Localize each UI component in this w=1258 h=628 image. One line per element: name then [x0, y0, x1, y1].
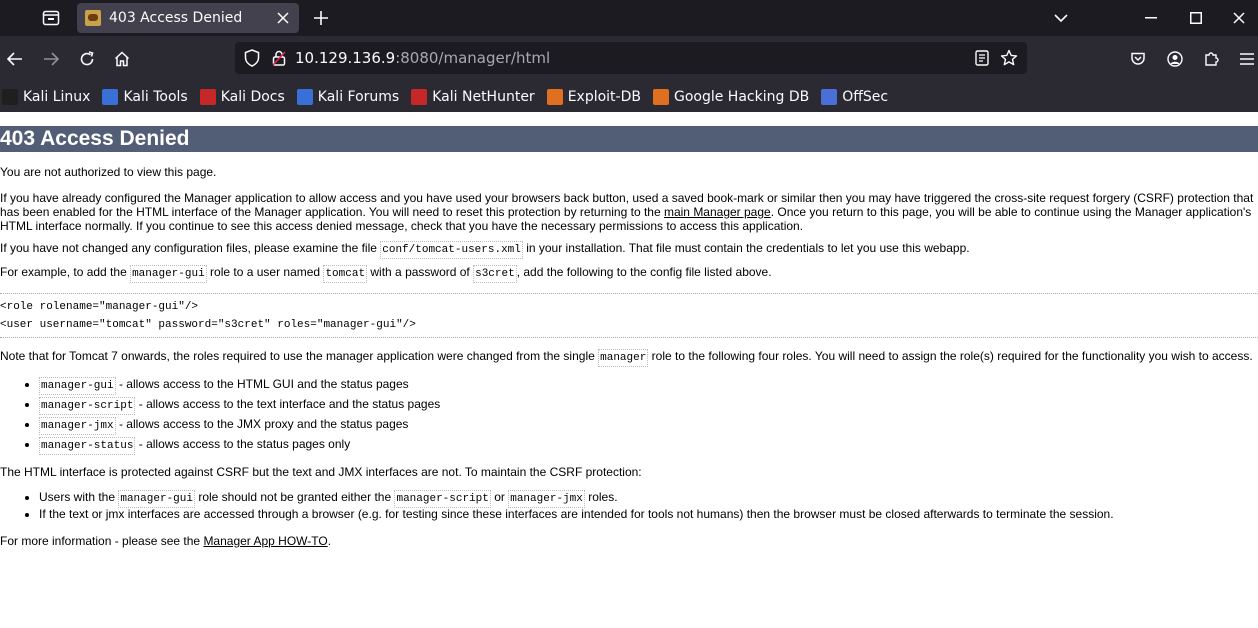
config-text-a: If you have not changed any configuration files, please examine the file	[0, 241, 381, 255]
account-icon[interactable]	[1164, 48, 1186, 70]
bookmark-label: Kali Linux	[23, 89, 91, 105]
close-tab-icon[interactable]	[275, 10, 291, 26]
role-description: - allows access to the status pages only	[135, 437, 351, 451]
address-bar[interactable]	[235, 42, 1027, 74]
tab-strip	[0, 0, 1258, 36]
bookmark-label: Kali Docs	[220, 89, 285, 105]
example-text-a: For example, to add the	[0, 265, 131, 279]
bookmark-label: Google Hacking DB	[673, 89, 810, 105]
csrf-text-a: If you have already configured the Manager application to allow access and you have used your browsers back button, used a saved book-mark or similar then you may have triggered the cross-site request forgery (CSRF) protection that has been enabled for the HTML interface of the Manager application. You will need to reset this protection by returning to the	[0, 191, 1254, 219]
more-info-text-a: For more information - please see the	[0, 534, 204, 548]
tracking-protection-shield-icon[interactable]	[243, 49, 261, 67]
url-text[interactable]	[295, 49, 550, 67]
csrf-text-b: . Once you return to this page, you will be able to continue using the Manager application's HTML interface normally. If you continue to see this access denied message, check that you have the necessary permissions to access this application.	[0, 205, 1252, 233]
extensions-puzzle-icon[interactable]	[1200, 48, 1222, 70]
window-minimize-icon[interactable]	[1140, 7, 1162, 29]
list-all-tabs-chevron-icon[interactable]	[1050, 7, 1072, 29]
kali-docs-icon	[200, 89, 216, 105]
bookmark-label: Kali Forums	[317, 89, 400, 105]
bookmark-exploit-db[interactable]	[547, 89, 641, 105]
bookmark-google-hacking-db[interactable]	[653, 89, 809, 105]
role-name-code: manager-script	[39, 397, 135, 415]
exploit-db-icon	[547, 89, 563, 105]
example-text-c: with a password of	[367, 265, 474, 279]
manager-role-code: manager	[598, 349, 648, 367]
url-host: 10.129.136.9	[295, 49, 396, 67]
csrf-rule-text-a: Users with the	[39, 490, 119, 504]
url-path: :8080/manager/html	[395, 49, 551, 67]
not-authorized-text: You are not authorized to view this page.	[0, 165, 217, 179]
role-name-code: manager-gui	[39, 377, 116, 395]
role-name-code: manager-jmx	[39, 417, 116, 435]
bookmark-label: OffSec	[842, 89, 889, 105]
page-heading: 403 Access Denied	[0, 126, 1258, 152]
more-info-paragraph	[0, 534, 1258, 548]
more-info-text-b: .	[327, 534, 332, 548]
csrf-rule-text-c: or	[490, 490, 509, 504]
role-name-code: manager-gui	[118, 490, 195, 508]
config-paragraph	[0, 241, 1258, 257]
list-item: • If the text or jmx interfaces are accessed through a browser (e.g. for testing since these interfaces are intended for tools not humans) then the browser must be closed afterwards to terminate the session.	[39, 507, 1258, 522]
page-content	[0, 112, 1258, 548]
csrf-paragraph	[0, 191, 1258, 233]
tomcat7-text-a: Note that for Tomcat 7 onwards, the roles required to use the manager application were changed from the single	[0, 349, 599, 363]
pocket-icon[interactable]	[1127, 48, 1149, 70]
back-arrow-icon[interactable]	[4, 48, 26, 70]
insecure-lock-icon[interactable]	[271, 49, 287, 67]
csrf-rules-list	[0, 490, 1258, 522]
bookmark-offsec[interactable]	[821, 89, 888, 105]
bookmark-kali-linux[interactable]	[2, 89, 90, 105]
bookmark-kali-forums[interactable]	[297, 89, 399, 105]
list-item	[39, 395, 1258, 415]
kali-tools-icon	[102, 89, 118, 105]
window-maximize-icon[interactable]	[1185, 7, 1207, 29]
snippet-role-line: <role rolename="manager-gui"/>	[0, 301, 199, 313]
username-code: tomcat	[323, 265, 367, 283]
config-text-b: in your installation. That file must contain the credentials to let you use this webapp.	[522, 241, 970, 255]
config-file-code: conf/tomcat-users.xml	[380, 241, 523, 259]
bookmark-kali-tools[interactable]	[102, 89, 187, 105]
bookmark-kali-docs[interactable]	[200, 89, 285, 105]
forward-arrow-icon[interactable]	[40, 48, 62, 70]
main-manager-page-link[interactable]: main Manager page	[663, 205, 771, 219]
bookmarks-toolbar	[0, 82, 1258, 112]
role-description: - allows access to the text interface and the status pages	[135, 397, 441, 411]
csrf-rule-text-d: roles.	[584, 490, 618, 504]
tab-title: 403 Access Denied	[109, 10, 243, 26]
bookmark-kali-nethunter[interactable]	[411, 89, 534, 105]
role-description: - allows access to the HTML GUI and the status pages	[115, 377, 409, 391]
list-item	[39, 435, 1258, 455]
role-name-code: manager-jmx	[508, 490, 585, 508]
list-item	[39, 415, 1258, 435]
tab-manager-icon[interactable]	[38, 6, 64, 30]
config-snippet	[0, 293, 1258, 338]
kali-dragon-icon	[2, 89, 18, 105]
role-name-code: manager-status	[39, 437, 135, 455]
tomcat7-paragraph	[0, 349, 1258, 365]
ghdb-icon	[653, 89, 669, 105]
password-code: s3cret	[473, 265, 517, 283]
offsec-icon	[821, 89, 837, 105]
role-name-code: manager-script	[394, 490, 490, 508]
reload-icon[interactable]	[76, 48, 98, 70]
role-code: manager-gui	[130, 265, 207, 283]
tomcat-favicon-icon	[85, 10, 101, 26]
role-description: - allows access to the JMX proxy and the status pages	[115, 417, 409, 431]
window-close-icon[interactable]	[1228, 7, 1250, 29]
bookmark-label: Exploit-DB	[567, 89, 641, 105]
kali-forums-icon	[297, 89, 313, 105]
tomcat7-text-b: role to the following four roles. You will need to assign the role(s) required for the functionality you wish to access.	[648, 349, 1253, 363]
new-tab-plus-icon[interactable]	[310, 7, 332, 29]
protected-paragraph: The HTML interface is protected against CSRF but the text and JMX interfaces are not. To maintain the CSRF protection:	[0, 465, 642, 479]
reader-view-icon[interactable]	[973, 49, 991, 67]
roles-list	[0, 375, 1258, 455]
home-icon[interactable]	[111, 48, 133, 70]
bookmark-label: Kali NetHunter	[432, 89, 535, 105]
active-tab[interactable]	[77, 3, 299, 33]
bookmark-star-icon[interactable]	[999, 48, 1019, 68]
bookmark-label: Kali Tools	[123, 89, 188, 105]
example-paragraph	[0, 265, 1258, 281]
csrf-rule-text-b: role should not be granted either the	[194, 490, 395, 504]
manager-howto-link[interactable]: Manager App HOW-TO	[203, 534, 328, 548]
hamburger-menu-icon[interactable]	[1236, 48, 1258, 70]
example-text-d: , add the following to the config file listed above.	[516, 265, 772, 279]
list-item	[39, 375, 1258, 395]
navigation-toolbar	[0, 36, 1258, 82]
nethunter-icon	[411, 89, 427, 105]
example-text-b: role to a user named	[206, 265, 324, 279]
list-item	[39, 490, 1258, 507]
snippet-user-line: <user username="tomcat" password="s3cret" roles="manager-gui"/>	[0, 319, 416, 331]
